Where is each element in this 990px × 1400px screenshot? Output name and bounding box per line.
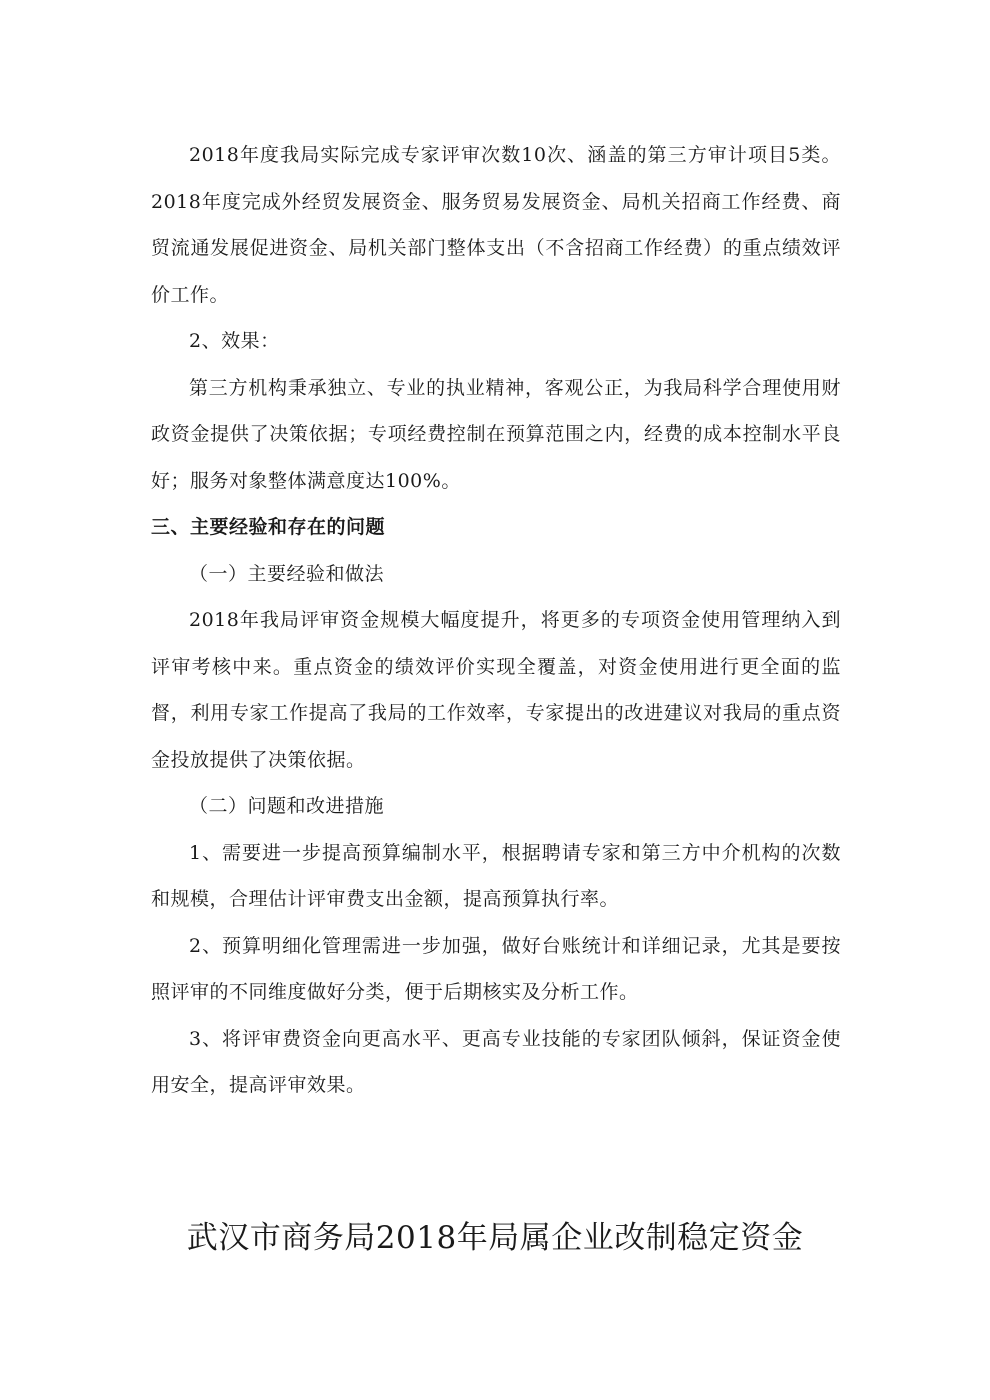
section-heading-experience: 三、主要经验和存在的问题 bbox=[151, 516, 386, 538]
paragraph-problem-3: 3、将评审费资金向更高水平、更高专业技能的专家团队倾斜，保证资金使用安全，提高评审效果。 bbox=[151, 1027, 841, 1096]
paragraph-effect-label: 2、效果： bbox=[189, 330, 280, 352]
paragraph-effect-body: 第三方机构秉承独立、专业的执业精神，客观公正，为我局科学合理使用财政资金提供了决策依据；专项经费控制在预算范围之内，经费的成本控制水平良好；服务对象整体满意度达100%。 bbox=[151, 376, 841, 492]
document-title: 武汉市商务局2018年局属企业改制稳定资金 bbox=[186, 1220, 804, 1256]
subheading-main-experience: （一）主要经验和做法 bbox=[189, 562, 385, 585]
paragraph-main-experience: 2018年我局评审资金规模大幅度提升，将更多的专项资金使用管理纳入到评审考核中来。重点资金的绩效评价实现全覆盖，对资金使用进行更全面的监督，利用专家工作提高了我局的工作效率，专家提出的改进建议对我局的重点资金投放提供了决策依据。 bbox=[151, 609, 841, 771]
paragraph-review-stats: 2018年度我局实际完成专家评审次数10次、涵盖的第三方审计项目5类。2018年度完成外经贸发展资金、服务贸易发展资金、局机关招商工作经费、商贸流通发展促进资金、局机关部门整体支出（不含招商工作经费）的重点绩效评价工作。 bbox=[151, 144, 841, 306]
paragraph-problem-2: 2、预算明细化管理需进一步加强，做好台账统计和详细记录，尤其是要按照评审的不同维度做好分类，便于后期核实及分析工作。 bbox=[151, 934, 841, 1003]
subheading-problems: （二）问题和改进措施 bbox=[189, 795, 385, 817]
paragraph-problem-1: 1、需要进一步提高预算编制水平，根据聘请专家和第三方中介机构的次数和规模，合理估计评审费支出金额，提高预算执行率。 bbox=[151, 841, 841, 910]
document-body bbox=[151, 132, 841, 1109]
